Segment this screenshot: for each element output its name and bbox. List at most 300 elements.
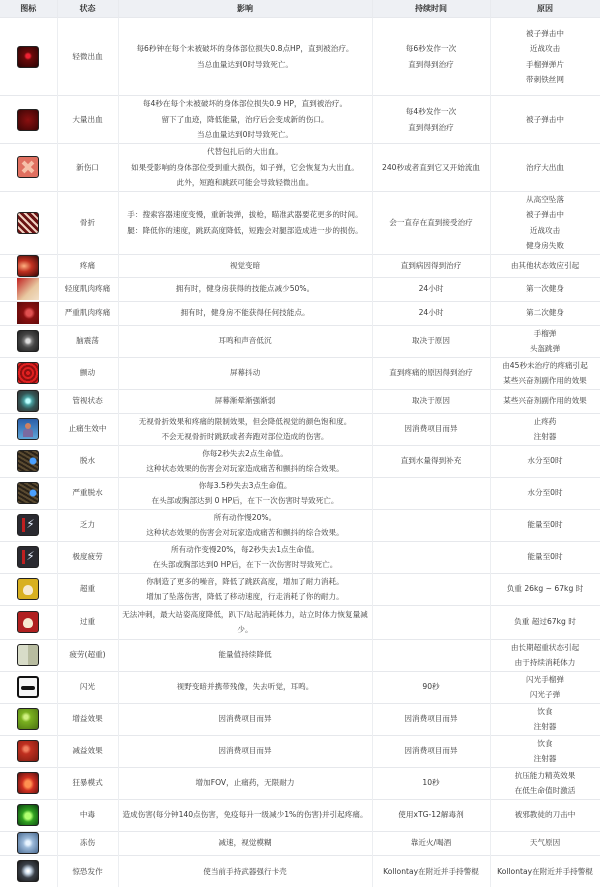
cause-cell xyxy=(490,855,600,887)
cause-line: 能量至0时 xyxy=(493,517,598,533)
effect-line: 在头部或胸部达到 0 HP后，在下一次伤害时导致死亡。 xyxy=(121,493,370,509)
effect-cell xyxy=(118,477,372,509)
cause-cell xyxy=(490,735,600,767)
duration-cell xyxy=(372,96,490,144)
effect-line: 屏幕抖动 xyxy=(121,365,370,381)
table-row xyxy=(0,573,600,605)
cause-line: 注射器 xyxy=(493,719,598,735)
cause-line: 第一次健身 xyxy=(493,281,598,297)
cause-line: 由于持续消耗体力 xyxy=(493,655,598,671)
effect-line: 无法冲刺，最大站姿高度降低，趴下/站起消耗体力，站立时体力恢复量减少。 xyxy=(121,607,370,638)
effect-cell xyxy=(118,445,372,477)
painkiller-icon xyxy=(17,418,39,440)
status-name: 严重脱水 xyxy=(60,485,116,501)
icon-cell xyxy=(0,413,57,445)
effect-line: 不会无视骨折时跳跃或者奔跑对部位造成的伤害。 xyxy=(121,429,370,445)
table-row xyxy=(0,799,600,831)
icon-cell xyxy=(0,389,57,413)
effect-cell xyxy=(118,191,372,254)
table-row xyxy=(0,191,600,254)
cause-cell xyxy=(490,18,600,96)
icon-cell xyxy=(0,799,57,831)
effect-line: 屏幕渐晕渐强渐弱 xyxy=(121,393,370,409)
duration-line: 90秒 xyxy=(375,679,488,695)
duration-cell xyxy=(372,855,490,887)
duration-line: 因消费项目而异 xyxy=(375,711,488,727)
status-cell xyxy=(57,357,118,389)
table-row xyxy=(0,671,600,703)
cause-line: Kollontay在附近并手持警棍 xyxy=(493,864,598,880)
cause-line: 手榴弹 xyxy=(493,326,598,342)
cause-line: 带刺铁丝网 xyxy=(493,72,598,88)
effect-cell xyxy=(118,144,372,192)
table-row xyxy=(0,767,600,799)
cause-line: 某些兴奋剂副作用的效果 xyxy=(493,393,598,409)
effect-line: 在头部或胸部达到0 HP后，在下一次伤害时导致死亡。 xyxy=(121,557,370,573)
effect-cell xyxy=(118,509,372,541)
dehydration-icon xyxy=(17,450,39,472)
table-row xyxy=(0,144,600,192)
table-row xyxy=(0,509,600,541)
status-cell xyxy=(57,254,118,277)
status-cell xyxy=(57,477,118,509)
effect-line: 增加FOV，止痛药，无限耐力 xyxy=(121,775,370,791)
duration-cell xyxy=(372,509,490,541)
duration-line: 每4秒发作一次 xyxy=(375,104,488,120)
effect-cell xyxy=(118,301,372,325)
status-name: 止痛生效中 xyxy=(60,421,116,437)
table-row xyxy=(0,18,600,96)
cause-cell xyxy=(490,96,600,144)
header-icon: 图标 xyxy=(0,0,57,18)
table-row xyxy=(0,325,600,357)
icon-cell xyxy=(0,357,57,389)
panic-icon xyxy=(17,860,39,882)
status-cell xyxy=(57,191,118,254)
effect-line: 当总血量达到0时导致死亡。 xyxy=(121,57,370,73)
duration-cell xyxy=(372,254,490,277)
status-name: 极度疲劳 xyxy=(60,549,116,565)
icon-cell xyxy=(0,254,57,277)
duration-line: Kollontay在附近并手持警棍 xyxy=(375,864,488,880)
duration-cell xyxy=(372,144,490,192)
duration-cell xyxy=(372,277,490,301)
concussion-icon xyxy=(17,330,39,352)
effect-line: 视野变暗并携带残像，失去听觉，耳鸣。 xyxy=(121,679,370,695)
icon-cell xyxy=(0,18,57,96)
duration-cell xyxy=(372,767,490,799)
status-name: 脑震荡 xyxy=(60,333,116,349)
status-name: 颤动 xyxy=(60,365,116,381)
effect-line: 造成伤害(每分钟140点伤害，免疫每升一级减少1%的伤害)并引起疼痛。 xyxy=(121,807,370,823)
cause-line: 止疼药 xyxy=(493,414,598,430)
cause-line: 注射器 xyxy=(493,429,598,445)
effect-line: 手：搜索容器速度变慢，重新装弹，拔枪，瞄准武器要花更多的时间。 xyxy=(121,207,370,223)
effect-cell xyxy=(118,413,372,445)
effect-line: 每6秒钟在每个未被破坏的身体部位损失0.8点HP，直到被治疗。 xyxy=(121,41,370,57)
table-row xyxy=(0,389,600,413)
table-row xyxy=(0,639,600,671)
severe-dehydration-icon xyxy=(17,482,39,504)
cause-line: 天气原因 xyxy=(493,835,598,851)
table-row xyxy=(0,413,600,445)
status-name: 大量出血 xyxy=(60,112,116,128)
icon-cell xyxy=(0,671,57,703)
duration-cell xyxy=(372,671,490,703)
icon-cell xyxy=(0,509,57,541)
effect-line: 当总血量达到0时导致死亡。 xyxy=(121,127,370,143)
cause-line: 被子弹击中 xyxy=(493,112,598,128)
table-row xyxy=(0,96,600,144)
status-name: 脱水 xyxy=(60,453,116,469)
cause-cell xyxy=(490,254,600,277)
effect-cell xyxy=(118,357,372,389)
icon-cell xyxy=(0,605,57,639)
cause-cell xyxy=(490,799,600,831)
pain-icon xyxy=(17,255,39,277)
effect-line: 减速，视觉模糊 xyxy=(121,835,370,851)
table-row xyxy=(0,277,600,301)
duration-line: 取决于原因 xyxy=(375,393,488,409)
table-row xyxy=(0,855,600,887)
effect-cell xyxy=(118,639,372,671)
cause-cell xyxy=(490,357,600,389)
status-cell xyxy=(57,18,118,96)
effect-cell xyxy=(118,573,372,605)
cause-line: 健身房失败 xyxy=(493,238,598,254)
frostbite-icon xyxy=(17,832,39,854)
status-cell xyxy=(57,735,118,767)
duration-cell xyxy=(372,325,490,357)
effect-line: 拥有时，健身房获得的技能点减少50%。 xyxy=(121,281,370,297)
table-row xyxy=(0,605,600,639)
duration-line: 直到得到治疗 xyxy=(375,57,488,73)
table-row xyxy=(0,831,600,855)
severe-muscle-pain-icon xyxy=(17,302,39,324)
status-name: 乏力 xyxy=(60,517,116,533)
cause-cell xyxy=(490,445,600,477)
effect-cell xyxy=(118,325,372,357)
effect-cell xyxy=(118,96,372,144)
light-muscle-pain-icon xyxy=(17,278,39,300)
effect-line: 因消费项目而异 xyxy=(121,743,370,759)
duration-line: 因消费项目而异 xyxy=(375,421,488,437)
status-name: 狂暴模式 xyxy=(60,775,116,791)
icon-cell xyxy=(0,277,57,301)
cause-cell xyxy=(490,389,600,413)
duration-cell xyxy=(372,445,490,477)
table-body xyxy=(0,18,600,887)
light-bleeding-icon xyxy=(17,46,39,68)
status-cell xyxy=(57,325,118,357)
duration-line: 24小时 xyxy=(375,281,488,297)
status-cell xyxy=(57,831,118,855)
effect-line: 能量值持续降低 xyxy=(121,647,370,663)
cause-cell xyxy=(490,831,600,855)
effect-cell xyxy=(118,671,372,703)
cause-line: 由45秒未治疗的疼痛引起 xyxy=(493,358,598,374)
duration-cell xyxy=(372,573,490,605)
cause-line: 闪光子弹 xyxy=(493,687,598,703)
status-cell xyxy=(57,301,118,325)
exhaustion-icon xyxy=(17,644,39,666)
icon-cell xyxy=(0,855,57,887)
duration-cell xyxy=(372,799,490,831)
status-cell xyxy=(57,541,118,573)
cause-cell xyxy=(490,703,600,735)
buff-icon xyxy=(17,708,39,730)
status-name: 轻度肌肉疼痛 xyxy=(60,281,116,297)
duration-line: 24小时 xyxy=(375,305,488,321)
duration-cell xyxy=(372,605,490,639)
status-cell xyxy=(57,413,118,445)
cause-line: 负重 26kg ~ 67kg 时 xyxy=(493,581,598,597)
icon-cell xyxy=(0,445,57,477)
duration-line: 使用xTG-12解毒剂 xyxy=(375,807,488,823)
duration-line: 10秒 xyxy=(375,775,488,791)
cause-line: 近战攻击 xyxy=(493,223,598,239)
duration-cell xyxy=(372,413,490,445)
status-cell xyxy=(57,277,118,301)
effect-line: 视觉变暗 xyxy=(121,258,370,274)
duration-line: 会一直存在直到接受治疗 xyxy=(375,215,488,231)
status-name: 轻微出血 xyxy=(60,49,116,65)
status-cell xyxy=(57,703,118,735)
effect-line: 这种状态效果的伤害会对玩家造成痛苦和颤抖的综合效果。 xyxy=(121,525,370,541)
effect-line: 你制造了更多的噪音，降低了跳跃高度，增加了耐力消耗。 xyxy=(121,574,370,590)
effect-cell xyxy=(118,605,372,639)
status-name: 过重 xyxy=(60,614,116,630)
table-row xyxy=(0,254,600,277)
effect-cell xyxy=(118,541,372,573)
cause-line: 闪光手榴弹 xyxy=(493,672,598,688)
effect-line: 所有动作慢20%。 xyxy=(121,510,370,526)
status-cell xyxy=(57,389,118,413)
duration-cell xyxy=(372,18,490,96)
duration-line: 因消费项目而异 xyxy=(375,743,488,759)
table-row xyxy=(0,703,600,735)
duration-cell xyxy=(372,357,490,389)
cause-cell xyxy=(490,671,600,703)
cause-line: 被邪教徒的刀击中 xyxy=(493,807,598,823)
table-row xyxy=(0,735,600,767)
icon-cell xyxy=(0,767,57,799)
cause-line: 水分至0时 xyxy=(493,485,598,501)
table-row xyxy=(0,477,600,509)
effect-line: 无视骨折效果和疼痛的限制效果，但会降低视觉的颜色饱和度。 xyxy=(121,414,370,430)
cause-line: 被子弹击中 xyxy=(493,207,598,223)
cause-line: 手榴弹弹片 xyxy=(493,57,598,73)
cause-cell xyxy=(490,191,600,254)
cause-line: 能量至0时 xyxy=(493,549,598,565)
cause-cell xyxy=(490,144,600,192)
effect-line: 代替包扎后的大出血。 xyxy=(121,144,370,160)
effect-line: 如果受影响的身体部位受到重大损伤，如子弹，它会恢复为大出血。 xyxy=(121,160,370,176)
icon-cell xyxy=(0,477,57,509)
debuff-icon xyxy=(17,740,39,762)
effect-cell xyxy=(118,767,372,799)
status-name: 闪光 xyxy=(60,679,116,695)
cause-line: 由其他状态效应引起 xyxy=(493,258,598,274)
icon-cell xyxy=(0,735,57,767)
status-name: 疲劳(超重) xyxy=(60,647,116,663)
table-header xyxy=(0,0,600,18)
status-cell xyxy=(57,799,118,831)
effect-line: 耳鸣和声音低沉 xyxy=(121,333,370,349)
table-row xyxy=(0,541,600,573)
effect-line: 每4秒在每个未被破坏的身体部位损失0.9 HP，直到被治疗。 xyxy=(121,96,370,112)
status-name: 冻伤 xyxy=(60,835,116,851)
cause-cell xyxy=(490,413,600,445)
duration-cell xyxy=(372,191,490,254)
status-name: 增益效果 xyxy=(60,711,116,727)
duration-cell xyxy=(372,301,490,325)
effect-cell xyxy=(118,18,372,96)
duration-cell xyxy=(372,389,490,413)
cause-line: 饮食 xyxy=(493,736,598,752)
effect-line: 增加了坠落伤害，降低了移动速度，行走消耗了你的耐力。 xyxy=(121,589,370,605)
status-cell xyxy=(57,855,118,887)
cause-cell xyxy=(490,277,600,301)
tremor-icon xyxy=(17,362,39,384)
icon-cell xyxy=(0,703,57,735)
effect-line: 留下了血迹，降低能量，治疗后会变成新的伤口。 xyxy=(121,112,370,128)
cause-cell xyxy=(490,541,600,573)
effect-line: 你每2秒失去2点生命值。 xyxy=(121,446,370,462)
effect-cell xyxy=(118,799,372,831)
status-name: 超重 xyxy=(60,581,116,597)
effect-cell xyxy=(118,389,372,413)
cause-line: 近战攻击 xyxy=(493,41,598,57)
effect-line: 这种状态效果的伤害会对玩家造成痛苦和颤抖的综合效果。 xyxy=(121,461,370,477)
header-effect: 影响 xyxy=(118,0,372,18)
icon-cell xyxy=(0,639,57,671)
extreme-fatigue-icon xyxy=(17,546,39,568)
duration-cell xyxy=(372,477,490,509)
duration-cell xyxy=(372,831,490,855)
cause-cell xyxy=(490,325,600,357)
duration-line: 靠近火/喝酒 xyxy=(375,835,488,851)
icon-cell xyxy=(0,541,57,573)
duration-line: 直到水量得到补充 xyxy=(375,453,488,469)
cause-cell xyxy=(490,301,600,325)
fracture-icon xyxy=(17,212,39,234)
duration-cell xyxy=(372,703,490,735)
cause-line: 第二次健身 xyxy=(493,305,598,321)
effect-line: 因消费项目而异 xyxy=(121,711,370,727)
icon-cell xyxy=(0,831,57,855)
status-cell xyxy=(57,509,118,541)
tunnel-vision-icon xyxy=(17,390,39,412)
status-cell xyxy=(57,639,118,671)
effect-cell xyxy=(118,855,372,887)
status-name: 中毒 xyxy=(60,807,116,823)
effect-cell xyxy=(118,277,372,301)
cause-line: 头盔跳弹 xyxy=(493,341,598,357)
berserk-icon xyxy=(17,772,39,794)
table-row xyxy=(0,301,600,325)
effect-cell xyxy=(118,831,372,855)
cause-cell xyxy=(490,573,600,605)
effect-line: 使当前手持武器强行卡壳 xyxy=(121,864,370,880)
cause-line: 在低生命值时激活 xyxy=(493,783,598,799)
icon-cell xyxy=(0,325,57,357)
duration-line: 直到病因得到治疗 xyxy=(375,258,488,274)
icon-cell xyxy=(0,144,57,192)
status-name: 管视状态 xyxy=(60,393,116,409)
cause-cell xyxy=(490,639,600,671)
header-status: 状态 xyxy=(57,0,118,18)
status-name: 新伤口 xyxy=(60,160,116,176)
cause-line: 某些兴奋剂副作用的效果 xyxy=(493,373,598,389)
icon-cell xyxy=(0,96,57,144)
cause-line: 饮食 xyxy=(493,704,598,720)
effect-line: 腿：降低你的速度，跳跃高度降低，短跑会对腿部造成进一步的损伤。 xyxy=(121,223,370,239)
header-cause: 原因 xyxy=(490,0,600,18)
effect-line: 拥有时，健身房不能获得任何技能点。 xyxy=(121,305,370,321)
effect-line: 你每3.5秒失去3点生命值。 xyxy=(121,478,370,494)
icon-cell xyxy=(0,573,57,605)
cause-line: 从高空坠落 xyxy=(493,192,598,208)
duration-line: 直到得到治疗 xyxy=(375,120,488,136)
cause-line: 被子弹击中 xyxy=(493,26,598,42)
duration-cell xyxy=(372,735,490,767)
overweight-icon xyxy=(17,578,39,600)
heavy-bleeding-icon xyxy=(17,109,39,131)
duration-line: 取决于原因 xyxy=(375,333,488,349)
duration-cell xyxy=(372,639,490,671)
status-name: 惊恐发作 xyxy=(60,864,116,880)
effect-line: 所有动作变慢20%，每2秒失去1点生命值。 xyxy=(121,542,370,558)
cause-line: 治疗大出血 xyxy=(493,160,598,176)
overload-icon xyxy=(17,611,39,633)
status-name: 骨折 xyxy=(60,215,116,231)
duration-cell xyxy=(372,541,490,573)
cause-line: 水分至0时 xyxy=(493,453,598,469)
table-row xyxy=(0,445,600,477)
duration-line: 240秒或者直到它又开始流血 xyxy=(375,160,488,176)
status-cell xyxy=(57,96,118,144)
effect-line: 此外，短跑和跳跃可能会导致轻微出血。 xyxy=(121,175,370,191)
status-name: 疼痛 xyxy=(60,258,116,274)
status-cell xyxy=(57,605,118,639)
cause-cell xyxy=(490,767,600,799)
cause-cell xyxy=(490,509,600,541)
fatigue-icon xyxy=(17,514,39,536)
icon-cell xyxy=(0,191,57,254)
duration-line: 直到疼痛的原因得到治疗 xyxy=(375,365,488,381)
status-name: 减益效果 xyxy=(60,743,116,759)
duration-line: 每6秒发作一次 xyxy=(375,41,488,57)
effect-cell xyxy=(118,254,372,277)
cause-cell xyxy=(490,477,600,509)
status-cell xyxy=(57,671,118,703)
fresh-wound-icon xyxy=(17,156,39,178)
effect-cell xyxy=(118,703,372,735)
header-duration: 持续时间 xyxy=(372,0,490,18)
cause-line: 抗压能力精英效果 xyxy=(493,768,598,784)
status-name: 严重肌肉疼痛 xyxy=(60,305,116,321)
table-row xyxy=(0,357,600,389)
status-cell xyxy=(57,767,118,799)
poison-icon xyxy=(17,804,39,826)
status-cell xyxy=(57,445,118,477)
effect-cell xyxy=(118,735,372,767)
flash-icon xyxy=(17,676,39,698)
cause-line: 由长期超重状态引起 xyxy=(493,640,598,656)
icon-cell xyxy=(0,301,57,325)
status-cell xyxy=(57,144,118,192)
